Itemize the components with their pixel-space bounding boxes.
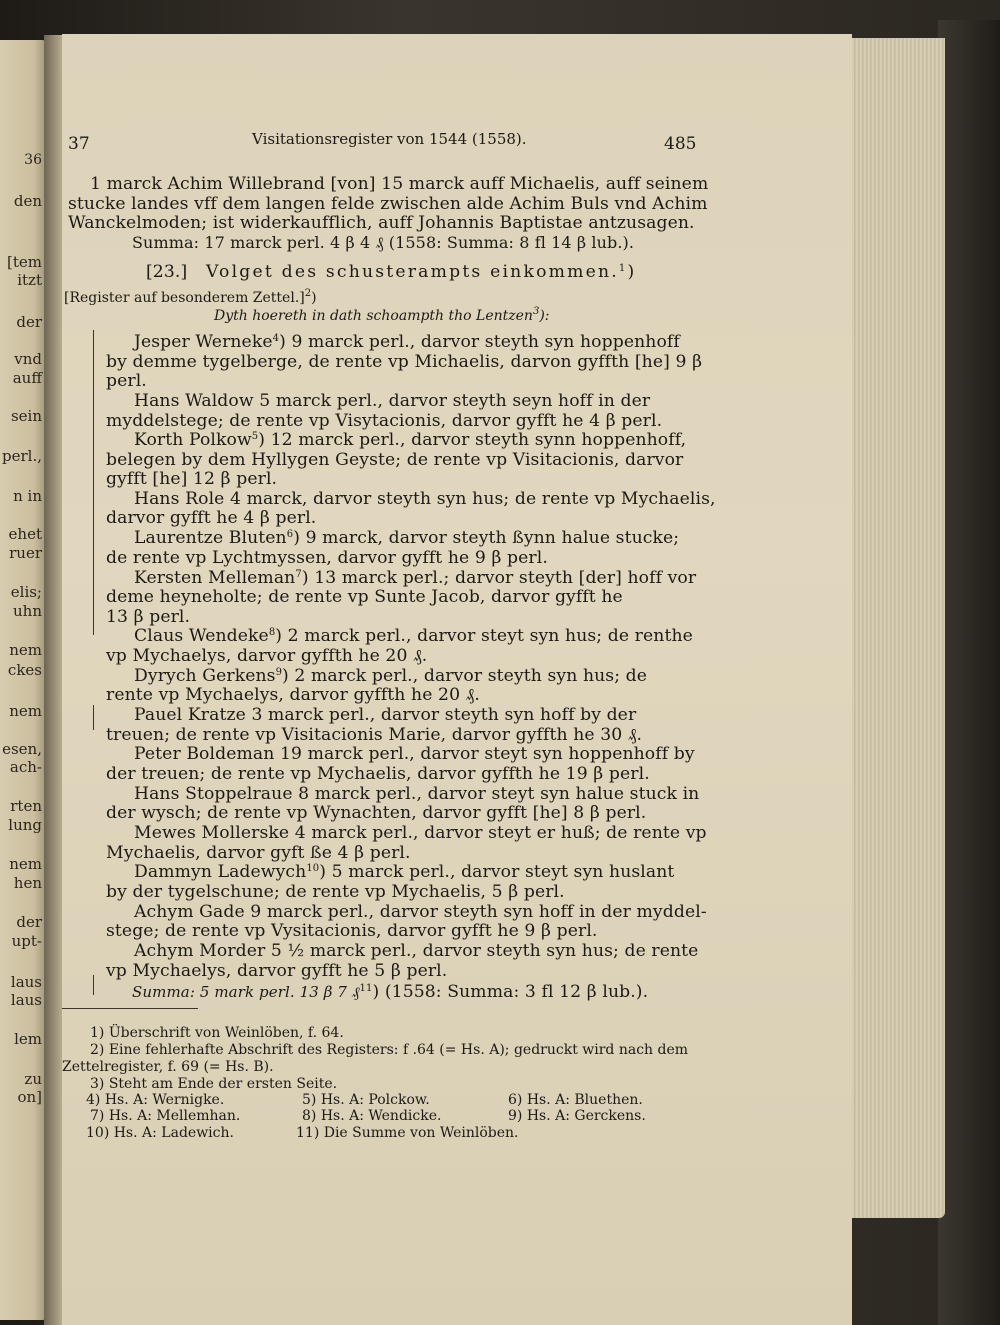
margin-rule <box>93 330 94 635</box>
text-line: darvor gyfft he 4 β perl. <box>106 508 317 528</box>
summa-line: Summa: 5 mark perl. 13 β 7 ₰$^{11}$) (1558: Summa: 3 fl 12 β lub.). <box>132 982 649 1002</box>
footnote: 10) Hs. A: Ladewich. <box>86 1125 234 1141</box>
text-line: der wysch; de rente vp Wynachten, darvor gyfft [he] 8 β perl. <box>106 803 647 823</box>
left-fragment: vnd <box>14 350 42 368</box>
footnote: Zettelregister, f. 69 (= Hs. B). <box>62 1059 274 1075</box>
book-spine <box>938 20 1000 1325</box>
left-fragment: der <box>16 913 42 931</box>
text-line: Kersten Melleman$^7$) 13 marck perl.; darvor steyth [der] hoff vor <box>134 568 697 588</box>
text-line: Jesper Werneke$^4$) 9 marck perl., darvor steyth syn hoppenhoff <box>134 332 680 352</box>
left-fragment: der <box>16 313 42 331</box>
left-fragment: 36 <box>24 152 42 168</box>
text-line: treuen; de rente vp Visitacionis Marie, darvor gyffth he 30 ₰. <box>106 725 643 745</box>
text-line: 1 marck Achim Willebrand [von] 15 marck auff Michaelis, auff seinem <box>90 174 709 194</box>
left-fragment: ruer <box>9 544 42 562</box>
page-edges <box>840 38 945 1218</box>
text-line: gyfft [he] 12 β perl. <box>106 469 278 489</box>
left-fragment: ehet <box>8 525 42 543</box>
section-heading: Volget des schusterampts einkommen.$^1$) <box>206 262 637 282</box>
footnote: 1) Überschrift von Weinlöben, f. 64. <box>90 1025 344 1041</box>
text-line: Achym Morder 5 ½ marck perl., darvor steyth syn hus; de rente <box>134 941 699 961</box>
running-head: Visitationsregister von 1544 (1558). <box>252 130 527 148</box>
left-fragment: lem <box>14 1030 42 1048</box>
footnote: 6) Hs. A: Bluethen. <box>508 1092 643 1108</box>
text-line: Pauel Kratze 3 marck perl., darvor steyth syn hoff by der <box>134 705 637 725</box>
left-fragment: rten <box>10 797 42 815</box>
footnote: 11) Die Summe von Weinlöben. <box>296 1125 519 1141</box>
text-line: myddelstege; de rente vp Visytacionis, darvor gyfft he 4 β perl. <box>106 411 663 431</box>
text-line: deme heyneholte; de rente vp Sunte Jacob, darvor gyfft he <box>106 587 623 607</box>
text-line: by demme tygelberge, de rente vp Michaelis, darvon gyffth [he] 9 β <box>106 352 703 372</box>
left-fragment: laus <box>10 991 42 1009</box>
register-note: [Register auf besonderem Zettel.]$^2$) <box>64 288 317 306</box>
text-line: Achym Gade 9 marck perl., darvor steyth syn hoff in der myddel- <box>134 902 707 922</box>
text-line: stege; de rente vp Vysitacionis, darvor gyfft he 9 β perl. <box>106 921 598 941</box>
text-line: de rente vp Lychtmyssen, darvor gyfft he 9 β perl. <box>106 548 548 568</box>
text-line: der treuen; de rente vp Mychaelis, darvor gyffth he 19 β perl. <box>106 764 650 784</box>
section-label: [23.] <box>146 262 188 282</box>
left-fragment: upt- <box>11 932 42 950</box>
section-number: 37 <box>68 134 90 154</box>
footnote: 2) Eine fehlerhafte Abschrift des Registers: f .64 (= Hs. A); gedruckt wird nach dem <box>90 1042 689 1058</box>
text-line: Wanckelmoden; ist widerkaufflich, auff Johannis Baptistae antzusagen. <box>68 213 695 233</box>
left-page <box>0 40 48 1320</box>
text-line: stucke landes vff dem langen felde zwischen alde Achim Buls vnd Achim <box>68 194 708 214</box>
text-line: Mewes Mollerske 4 marck perl., darvor steyt er huß; de rente vp <box>134 823 707 843</box>
text-line: Dammyn Ladewych$^{10}$) 5 marck perl., darvor steyt syn huslant <box>134 862 675 882</box>
left-fragment: itzt <box>17 271 42 289</box>
footnote: 5) Hs. A: Polckow. <box>302 1092 430 1108</box>
text-line: Dyrych Gerkens$^9$) 2 marck perl., darvor steyth syn hus; de <box>134 666 648 686</box>
text-line: by der tygelschune; de rente vp Mychaelis, 5 β perl. <box>106 882 565 902</box>
summa-line: Summa: 17 marck perl. 4 β 4 ₰ (1558: Summa: 8 fl 14 β lub.). <box>132 233 635 252</box>
text-line: rente vp Mychaelys, darvor gyffth he 20 ₰. <box>106 685 480 705</box>
text-line: Hans Role 4 marck, darvor steyth syn hus; de rente vp Mychaelis, <box>134 489 716 509</box>
text-line: vp Mychaelys, darvor gyfft he 5 β perl. <box>106 961 448 981</box>
left-fragment: laus <box>10 973 42 991</box>
footnote: 8) Hs. A: Wendicke. <box>302 1108 442 1124</box>
footnote-rule <box>62 1008 198 1009</box>
left-fragment: perl., <box>2 447 42 465</box>
footnote: 7) Hs. A: Mellemhan. <box>90 1108 241 1124</box>
left-fragment: nem <box>9 702 42 720</box>
left-fragment: [tem <box>7 253 42 271</box>
left-fragment: nem <box>9 641 42 659</box>
left-fragment: auff <box>12 369 42 387</box>
text-line: 13 β perl. <box>106 607 191 627</box>
register-title: Dyth hoereth in dath schoampth tho Lentzen$^3$): <box>214 306 550 324</box>
left-fragment: on] <box>17 1088 42 1106</box>
text-line: Mychaelis, darvor gyft ße 4 β perl. <box>106 843 411 863</box>
text-line: perl. <box>106 371 147 391</box>
left-fragment: uhn <box>13 602 42 620</box>
left-fragment: ach- <box>9 758 42 776</box>
left-fragment: n in <box>13 487 42 505</box>
left-fragment: esen, <box>2 740 42 758</box>
text-line: Laurentze Bluten$^6$) 9 marck, darvor steyth ßynn halue stucke; <box>134 528 680 548</box>
footnote: 4) Hs. A: Wernigke. <box>86 1092 225 1108</box>
left-fragment: hen <box>13 874 42 892</box>
text-line: Korth Polkow$^5$) 12 marck perl., darvor steyth synn hoppenhoff, <box>134 430 687 450</box>
page-number: 485 <box>664 134 697 154</box>
margin-rule <box>93 705 94 730</box>
footnote: 9) Hs. A: Gerckens. <box>508 1108 646 1124</box>
text-line: Hans Stoppelraue 8 marck perl., darvor steyt syn halue stuck in <box>134 784 700 804</box>
text-line: Peter Boldeman 19 marck perl., darvor steyt syn hoppenhoff by <box>134 744 695 764</box>
left-fragment: elis; <box>10 583 42 601</box>
text-line: Claus Wendeke$^8$) 2 marck perl., darvor steyt syn hus; de renthe <box>134 626 693 646</box>
text-line: vp Mychaelys, darvor gyffth he 20 ₰. <box>106 646 428 666</box>
left-fragment: sein <box>10 407 42 425</box>
left-fragment: zu <box>24 1070 42 1088</box>
left-fragment: ckes <box>7 661 42 679</box>
left-fragment: den <box>13 192 42 210</box>
left-fragment: lung <box>8 816 42 834</box>
text-line: belegen by dem Hyllygen Geyste; de rente vp Visitacionis, darvor <box>106 450 684 470</box>
left-fragment: nem <box>9 855 42 873</box>
text-line: Hans Waldow 5 marck perl., darvor steyth seyn hoff in der <box>134 391 651 411</box>
footnote: 3) Steht am Ende der ersten Seite. <box>90 1076 338 1092</box>
margin-rule <box>93 975 94 995</box>
